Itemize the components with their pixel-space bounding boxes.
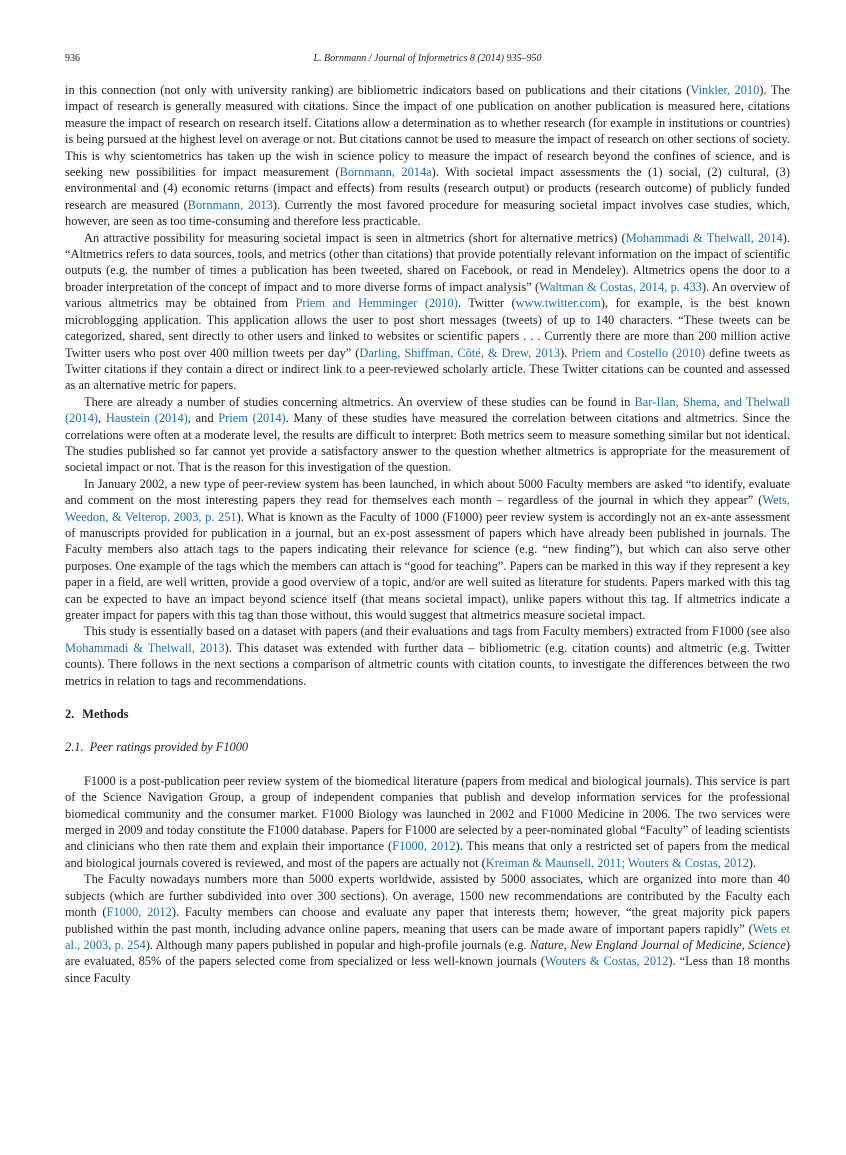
citation-link[interactable]: Mohammadi & Thelwall, 2014: [625, 230, 783, 245]
url-link[interactable]: www.twitter.com: [515, 296, 601, 311]
citation-link[interactable]: Waltman & Costas, 2014, p. 433: [539, 279, 702, 294]
article-page: [65, 52, 790, 986]
article-body: [65, 82, 790, 986]
citation-link[interactable]: Bar-Ilan, Shema, and Thelwall (2014): [65, 394, 790, 426]
citation-link[interactable]: Bornmann, 2014a: [339, 165, 432, 180]
spacer: [65, 756, 790, 773]
paragraph: F1000 is a post-publication peer review system of the biomedical literature (papers from medical and biological journals). This service is part of the Science Navigation Group, a group of independent companies that publish and develop information services for the professional biomedical community and the consumer market. F1000 Biology was launched in 2002 and F1000 Medicine in 2006. The two services were merged in 2009 and today constitute the F1000 database. Papers for F1000 are selected by a peer-nominated global “Faculty” of leading scientists and clinicians who then rate them and explain their importance (F1000, 2012). This means that only a restricted set of papers from the medical and biological journals covered is reviewed, and most of the papers are actually not (Kreiman & Maunsell, 2011; Wouters & Costas, 2012).: [65, 773, 790, 870]
journal-name: Nature: [529, 937, 564, 952]
citation-link[interactable]: Wouters & Costas, 2012: [544, 954, 669, 969]
citation-link[interactable]: Kreiman & Maunsell, 2011; Wouters & Costas, 2012: [485, 855, 749, 870]
journal-name: Science: [748, 937, 786, 952]
citation-link[interactable]: Wets, Weedon, & Velterop, 2003, p. 251: [65, 493, 790, 524]
paragraph: In January 2002, a new type of peer-review system has been launched, in which about 5000 Faculty members are asked “to identify, evaluate and comment on the most interesting papers they read for themselves each month – regardless of the journal in which they appear” (Wets, Weedon, & Velterop, 2003, p. 251). What is known as the Faculty of 1000 (F1000) peer review system is accordingly not an ex-ante assessment of manuscripts provided for publication in a journal, but an ex-post assessment of papers which have already been published in journals. The Faculty members also attach tags to the papers indicating their relevance for science (e.g. “new finding”), but which can also serve other purposes. One example of the tags which the members can attach is “good for teaching”. Papers can be marked in this way if they represent a key paper in a field, are well written, provide a good overview of a topic, and/or are well suited as literature for students. Papers marked with this tag can be expected to have an impact beyond science itself (that means societal impact), unlike papers without this tag. If altmetrics indicate a greater impact for papers with this tag than those without, this would suggest that altmetrics measure societal impact.: [65, 476, 790, 622]
paragraph: There are already a number of studies concerning altmetrics. An overview of these studies can be found in Bar-Ilan, Shema, and Thelwall (2014), Haustein (2014), and Priem (2014). Many of these studies have measured the correlation between citations and altmetrics. Since the correlations were often at a moderate level, the results are difficult to interpret: Both metrics seem to measure something similar but not identical. The studies published so far cannot yet provide a satisfactory answer to the question whether altmetrics is appropriate for the measurement of societal impact or not. That is the reason for this investigation of the question.: [65, 394, 790, 475]
citation-link[interactable]: Bornmann, 2013: [187, 197, 273, 212]
page-number: 936: [65, 53, 80, 64]
paragraph: The Faculty nowadays numbers more than 5000 experts worldwide, assisted by 5000 associates, which are organized into more than 40 subjects (which are further subdivided into over 300 sections). On average, 1500 new recommendations are contributed by the Faculty each month (F1000, 2012). Faculty members can choose and evaluate any paper that interests them; however, “the great majority pick papers published within the past month, including advance online papers, meaning that users can be made aware of important papers rapidly” (Wets et al., 2003, p. 254). Although many papers published in popular and high-profile journals (e.g. Nature, New England Journal of Medicine, Science) are evaluated, 85% of the papers selected come from specialized or less well-known journals (Wouters & Costas, 2012). “Less than 18 months since Faculty: [65, 872, 791, 985]
paragraph: in this connection (not only with university ranking) are bibliometric indicators based on publications and their citations (Vinkler, 2010). The impact of research is generally measured with citations. Since the impact of one publication on another publication is measured here, citations measure the impact of research on research itself. Citations allow a determination as to whether research (for example in institutions or countries) is being pursued at the highest level on average or not. But citations cannot be used to measure the impact of research on other sections of society. This is why scientometrics has taken up the wish in science policy to measure the impact of research beyond the confines of science, and is seeking new possibilities for impact measurement (Bornmann, 2014a). With societal impact assessments the (1) social, (2) cultural, (3) environmental and (4) economic returns (impact and effects) from results (research output) or products (research outcome) of publicly funded research are measured (Bornmann, 2013). Currently the most favored procedure for measuring societal impact involves case studies, which, however, are seen as too time-consuming and therefore less practicable.: [65, 83, 791, 229]
citation-link[interactable]: Wets et al., 2003, p. 254: [65, 921, 790, 952]
subsection-heading: [65, 739, 790, 755]
citation-link[interactable]: F1000, 2012: [392, 839, 456, 854]
paragraph: This study is essentially based on a dataset with papers (and their evaluations and tags from Faculty members) extracted from F1000 (see also Mohammadi & Thelwall, 2013). This dataset was extended with further data – bibliometric (e.g. citation counts) and altmetric (e.g. Twitter counts). There follows in the next sections a comparison of altmetric counts with citation counts, to investigate the differences between the two metrics in relation to tags and recommendations.: [65, 624, 790, 688]
running-head: [65, 52, 790, 66]
citation-link[interactable]: Vinkler, 2010: [690, 83, 760, 97]
section-title: Methods: [82, 707, 129, 722]
section-heading: [65, 706, 790, 722]
subsection-number: 2.1.: [65, 740, 84, 755]
citation-link[interactable]: Priem (2014): [218, 411, 286, 426]
journal-name: New England Journal of Medicine: [570, 937, 742, 952]
subsection-title: Peer ratings provided by F1000: [89, 740, 249, 755]
citation-link[interactable]: Mohammadi & Thelwall, 2013: [65, 640, 225, 655]
citation-link[interactable]: Priem and Costello (2010): [571, 345, 706, 360]
journal-reference: L. Bornmann / Journal of Informetrics 8 (2014) 935–950: [313, 53, 542, 64]
citation-link[interactable]: F1000, 2012: [106, 905, 172, 920]
section-number: 2.: [65, 707, 75, 722]
paragraph: An attractive possibility for measuring societal impact is seen in altmetrics (short for alternative metrics) (Mohammadi & Thelwall, 2014). “Altmetrics refers to data sources, tools, and metrics (other than citations) that provide potentially relevant information on the impact of scientific outputs (e.g. the number of times a publication has been tweeted, shared on Facebook, or read in Mendeley). Altmetrics opens the door to a broader interpretation of the concept of impact and to more diverse forms of impact analysis” (Waltman & Costas, 2014, p. 433). An overview of various altmetrics may be obtained from Priem and Hemminger (2010). Twitter (www.twitter.com), for example, is the best known microblogging application. This application allows the user to post short messages (tweets) of up to 140 characters. “These tweets can be categorized, shared, sent directly to other users and linked to websites or scientific papers . . . Currently there are more than 200 million active Twitter users who post over 400 million tweets per day” (Darling, Shiffman, Côté, & Drew, 2013). Priem and Costello (2010) define tweets as Twitter citations if they contain a direct or indirect link to a peer-reviewed scholarly article. These Twitter citations can be counted and assessed as an alternative metric for papers.: [65, 230, 791, 393]
citation-link[interactable]: Haustein (2014): [105, 411, 188, 426]
citation-link[interactable]: Darling, Shiffman, Côté, & Drew, 2013: [359, 345, 561, 360]
citation-link[interactable]: Priem and Hemminger (2010): [295, 296, 458, 311]
